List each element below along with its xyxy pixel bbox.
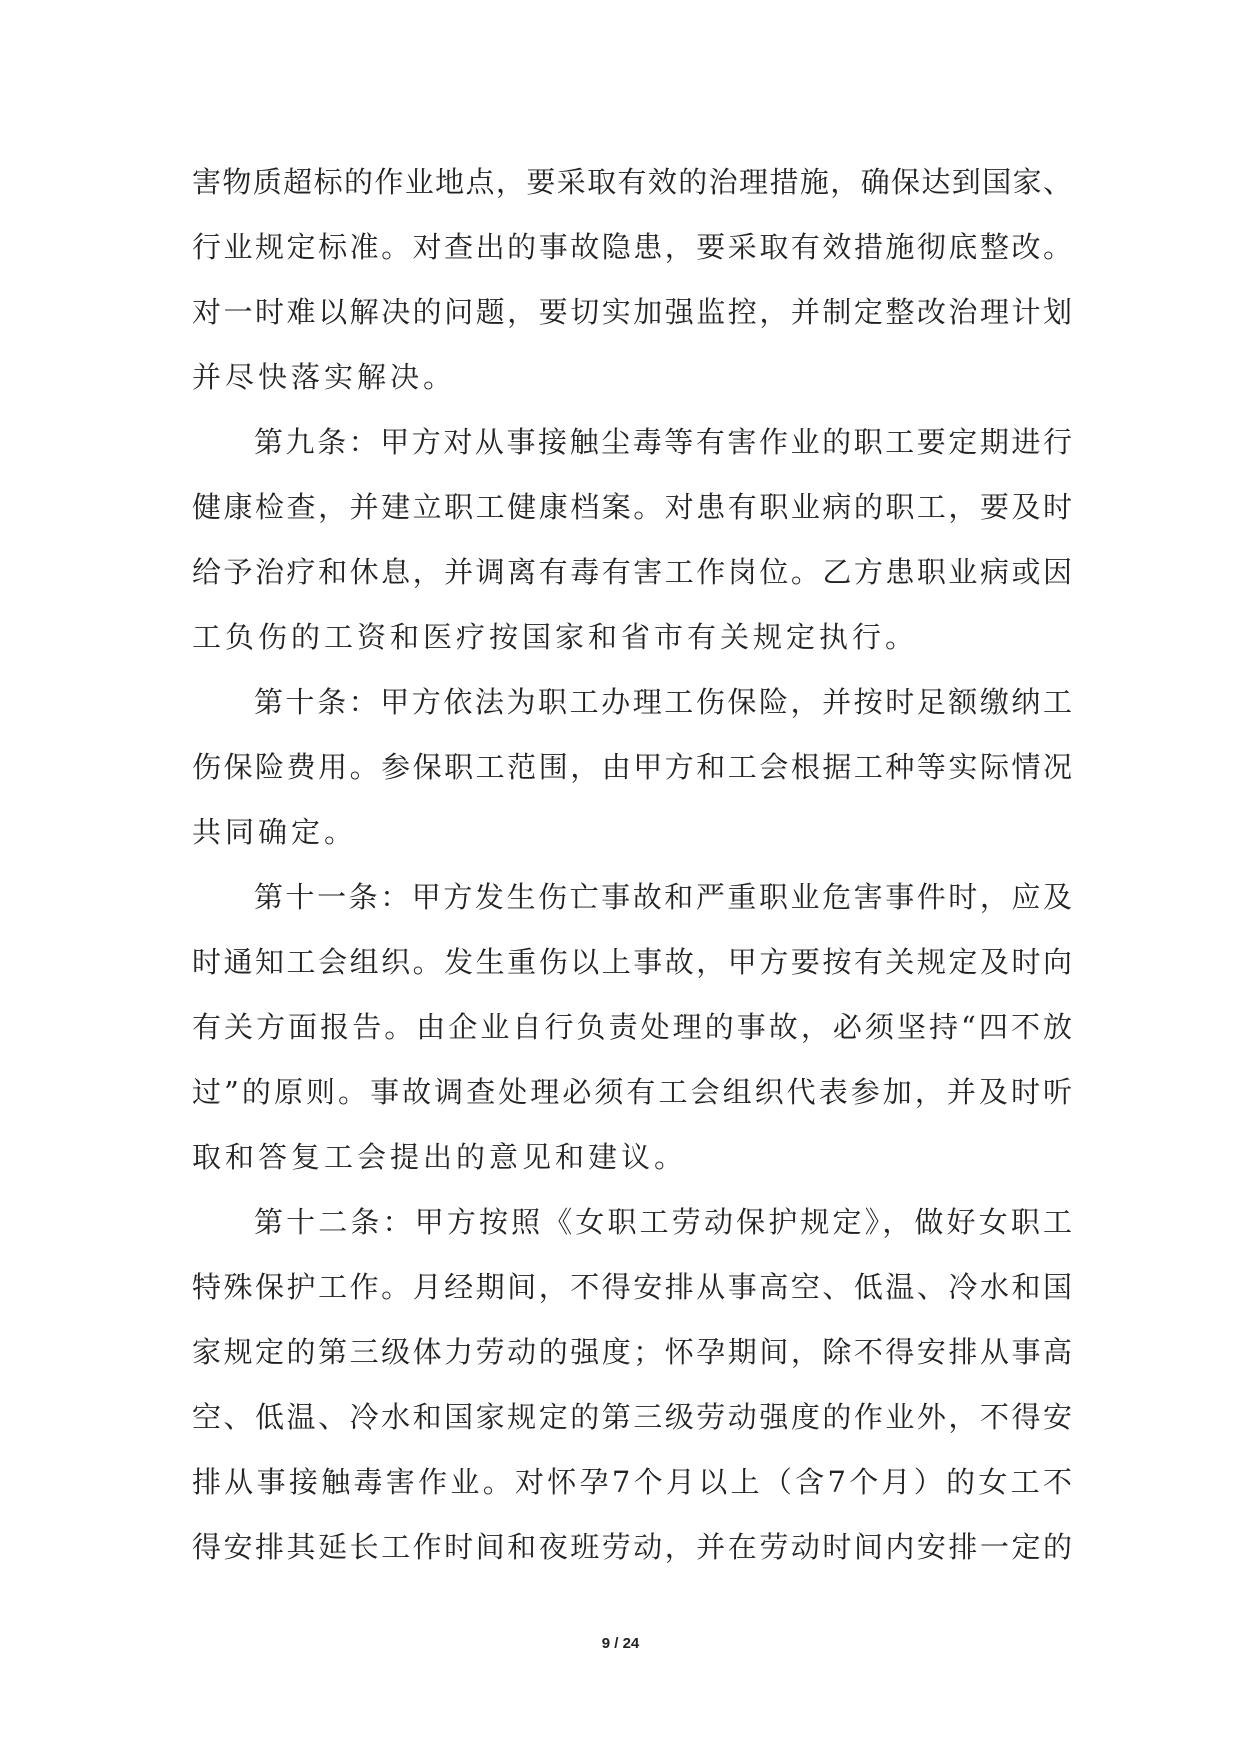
text-line: 工负伤的工资和医疗按国家和省市有关规定执行。 — [192, 620, 919, 654]
text-line: 时通知工会组织。发生重伤以上事故，甲方要按有关规定及时向 — [192, 945, 1072, 979]
text-line: 给予治疗和休息，并调离有毒有害工作岗位。乙方患职业病或因 — [192, 555, 1072, 589]
article-10-first-line: 第十条：甲方依法为职工办理工伤保险，并按时足额缴纳工 — [254, 685, 1072, 719]
text-line: 健康检查，并建立职工健康档案。对患有职业病的职工，要及时 — [192, 490, 1072, 524]
page-number: 9 / 24 — [601, 1635, 640, 1652]
document-body — [192, 150, 1072, 1580]
text-line: 特殊保护工作。月经期间，不得安排从事高空、低温、冷水和国 — [192, 1270, 1072, 1304]
text-line: 并尽快落实解决。 — [192, 360, 457, 394]
text-line: 害物质超标的作业地点，要采取有效的治理措施，确保达到国家、 — [192, 165, 1072, 199]
text-line: 过”的原则。事故调查处理必须有工会组织代表参加，并及时听 — [192, 1075, 1072, 1109]
text-line: 对一时难以解决的问题，要切实加强监控，并制定整改治理计划 — [192, 295, 1072, 329]
article-11-first-line: 第十一条：甲方发生伤亡事故和严重职业危害事件时，应及 — [254, 880, 1072, 914]
text-line: 得安排其延长工作时间和夜班劳动，并在劳动时间内安排一定的 — [192, 1530, 1072, 1564]
text-line: 伤保险费用。参保职工范围，由甲方和工会根据工种等实际情况 — [192, 750, 1072, 784]
text-line: 共同确定。 — [192, 815, 358, 849]
text-line: 空、低温、冷水和国家规定的第三级劳动强度的作业外，不得安 — [192, 1400, 1072, 1434]
text-line: 家规定的第三级体力劳动的强度；怀孕期间，除不得安排从事高 — [192, 1335, 1072, 1369]
text-line: 有关方面报告。由企业自行负责处理的事故，必须坚持“四不放 — [192, 1010, 1072, 1044]
text-line: 排从事接触毒害作业。对怀孕7个月以上（含7个月）的女工不 — [192, 1465, 1072, 1499]
text-line: 取和答复工会提出的意见和建议。 — [192, 1140, 688, 1174]
article-12-first-line: 第十二条：甲方按照《女职工劳动保护规定》，做好女职工 — [254, 1205, 1072, 1239]
text-line: 行业规定标准。对查出的事故隐患，要采取有效措施彻底整改。 — [192, 230, 1072, 264]
article-9-first-line: 第九条：甲方对从事接触尘毒等有害作业的职工要定期进行 — [254, 425, 1072, 459]
